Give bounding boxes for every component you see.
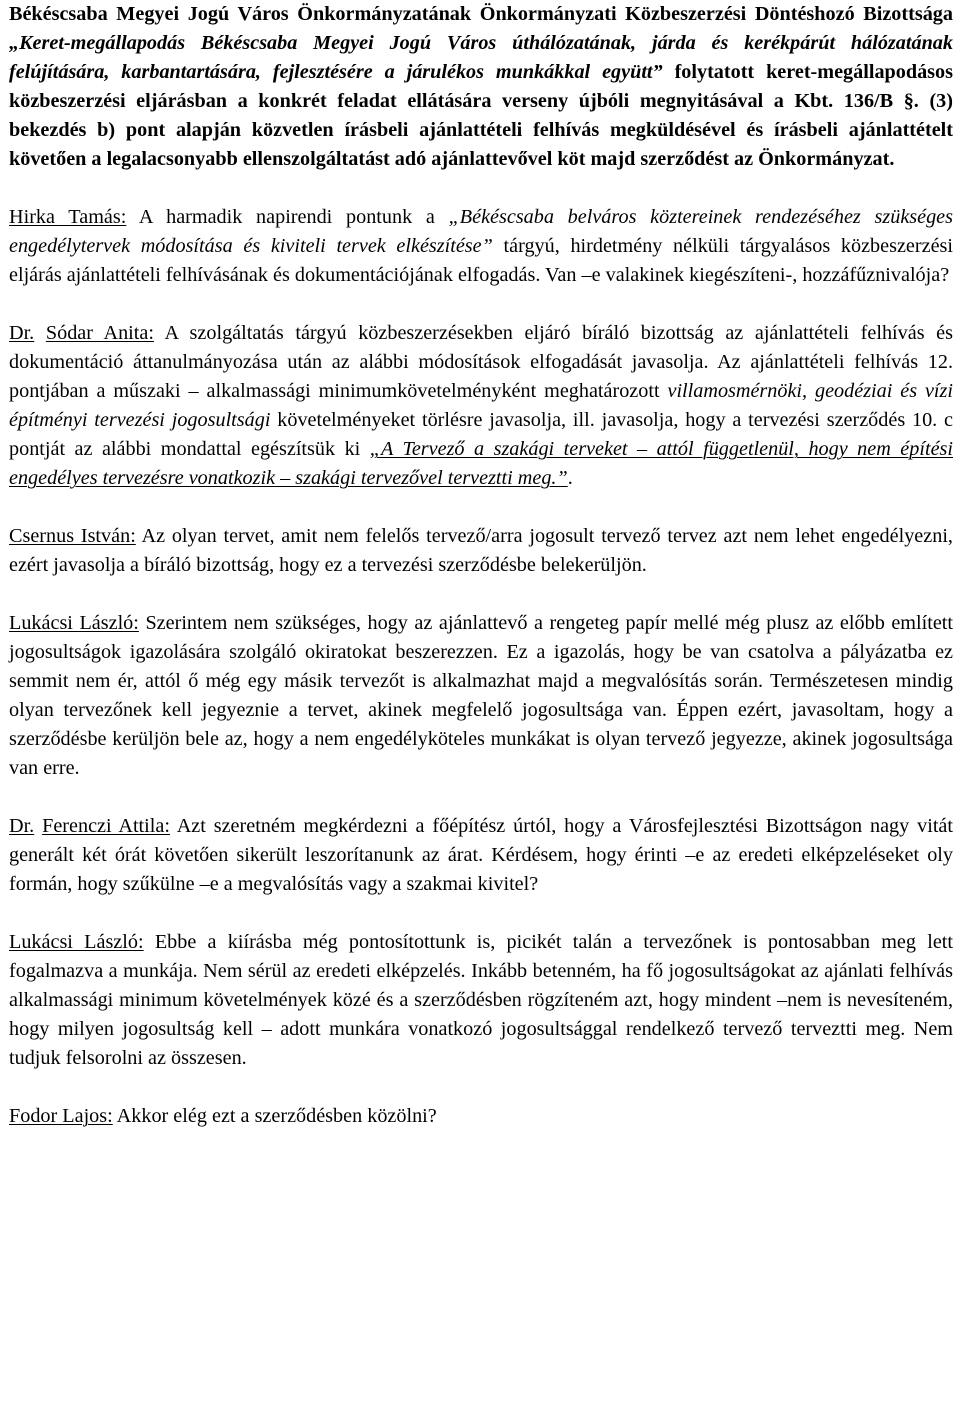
paragraph-text: Akkor elég ezt a szerződésben közölni? bbox=[112, 1105, 437, 1127]
agenda-title: „Békéscsaba belváros köztereinek rendezéséhez szükséges engedélytervek módosítása és kiviteli tervek elkészítése” bbox=[9, 206, 953, 257]
paragraph-text: Ebbe a kiírásba még pontosítottunk is, picikét talán a tervezőnek is pontosabban meg lett fogalmazva a munkája. Nem sérül az eredeti elképzelés. Inkább betenném, ha fő jogosultságokat az ajánlati felhívás alkalmassági minimum követelmények közé és a szerződésben rögzíteném azt, hogy mindent –nem is nevesíteném, hogy milyen jogosultság kell – adott munkára vonatkozó jogosultsággal rendelkező tervező terveztti meg. Nem tudjuk felsorolni az összesen. bbox=[9, 931, 954, 1069]
speaker-name: Hirka Tamás: bbox=[9, 206, 127, 228]
speaker-prefix: Dr. bbox=[9, 815, 35, 837]
intro-text-c: folytatott keret-megállapodásos közbeszerzési eljárásban a konkrét feladat ellátására verseny újbóli megnyitásával a Kbt. 136/B §. (3) bekezdés b) pont alapján közvetlen írásbeli ajánlattételi felhívás megküldésével és írásbeli ajánlattételt követően a legalacsonyabb ellenszolgáltatást adó ajánlattevővel köt majd szerződést az Önkormányzat. bbox=[9, 61, 953, 170]
paragraph-text: Azt szeretném megkérdezni a főépítész úrtól, hogy a Városfejlesztési Bizottságon nagy vitát generált két órát követően sikerült leszorítanunk az árat. Kérdésem, hogy érinti –e az eredeti elképzeléseket oly formán, hogy szűkülne –e a megvalósítás vagy a szakmai kivitel? bbox=[9, 815, 954, 895]
paragraph-text: A szolgáltatás tárgyú közbeszerzésekben eljáró bíráló bizottság az ajánlattételi felhívás és dokumentáció áttanulmányozása után az alábbi módosítások elfogadását javasolja. Az ajánlattételi felhívás 12. pontjában a műszaki – alkalmassági minimumkövetelményként meghatározott bbox=[9, 322, 954, 402]
paragraph-hirka bbox=[9, 203, 953, 290]
paragraph-text: követelményeket törlésre javasolja, ill. javasolja, hogy a tervezési szerződés 10. c pontját az alábbi mondattal egészítsük ki bbox=[9, 409, 953, 460]
paragraph-text: tárgyú, hirdetmény nélküli tárgyalásos közbeszerzési eljárás ajánlattételi felhívásának és dokumentációjának elfogadás. Van –e valakinek kiegészíteni-, hozzáfűznivalója? bbox=[9, 235, 953, 286]
speaker-name: Ferenczi Attila: bbox=[42, 815, 170, 837]
paragraph-lukacsi-2 bbox=[9, 928, 953, 1073]
speaker-name: Csernus István: bbox=[9, 525, 136, 547]
speaker-prefix: Dr. bbox=[9, 322, 35, 344]
paragraph-csernus bbox=[9, 522, 953, 580]
speaker-name: Lukácsi László: bbox=[9, 612, 139, 634]
quoted-sentence: „A Tervező a szakági terveket – attól függetlenül, hogy nem építési engedélyes tervezésre vonatkozik – szakági tervezővel terveztti meg.” bbox=[9, 438, 953, 489]
paragraph-text: Szerintem nem szükséges, hogy az ajánlattevő a rengeteg papír mellé még plusz az előbb említett jogosultságok igazolására szolgáló okiratokat beszerezzen. Ez a igazolás, hogy be van csatolva a pályázatba ez semmit nem ér, attól ő még egy másik tervezőt is alkalmazhat majd a megvalósítás során. Természetesen mindig olyan tervezőnek kell jegyeznie a tervet, akinek megfelelő jogosultsága van. Éppen ezért, javasoltam, hogy a szerződésbe kerüljön bele az, hogy a nem engedélyköteles munkákat is olyan tervező jegyezze, akinek jogosultsága van erre. bbox=[9, 612, 954, 779]
speaker-name: Fodor Lajos: bbox=[9, 1105, 113, 1127]
paragraph-text: Az olyan tervet, amit nem felelős tervező/arra jogosult tervező tervez azt nem lehet engedélyezni, ezért javasolja a bíráló bizottság, hogy ez a tervezési szerződésbe belekerüljön. bbox=[9, 525, 953, 576]
contract-title: „Keret-megállapodás Békéscsaba Megyei Jogú Város úthálózatának, járda és kerékpárút hálózatának felújítására, karbantartására, fejlesztésére a járulékos munkákkal együtt” bbox=[9, 32, 953, 83]
paragraph-text: . bbox=[567, 467, 573, 489]
speaker-name: Sódar Anita: bbox=[45, 322, 154, 344]
paragraph-fodor bbox=[9, 1102, 953, 1131]
intro-paragraph bbox=[9, 0, 953, 174]
paragraph-ferenczi bbox=[9, 812, 953, 899]
intro-text-a: Békéscsaba Megyei Jogú Város Önkormányzatának Önkormányzati Közbeszerzési Döntéshozó Bizottsága bbox=[9, 3, 953, 25]
paragraph-text: A harmadik napirendi pontunk a bbox=[126, 206, 449, 228]
paragraph-sodar bbox=[9, 319, 953, 493]
speaker-name: Lukácsi László: bbox=[9, 931, 144, 953]
paragraph-lukacsi-1 bbox=[9, 609, 953, 783]
requirements-text: villamosmérnöki, geodéziai és vízi építményi tervezési jogosultsági bbox=[9, 380, 953, 431]
